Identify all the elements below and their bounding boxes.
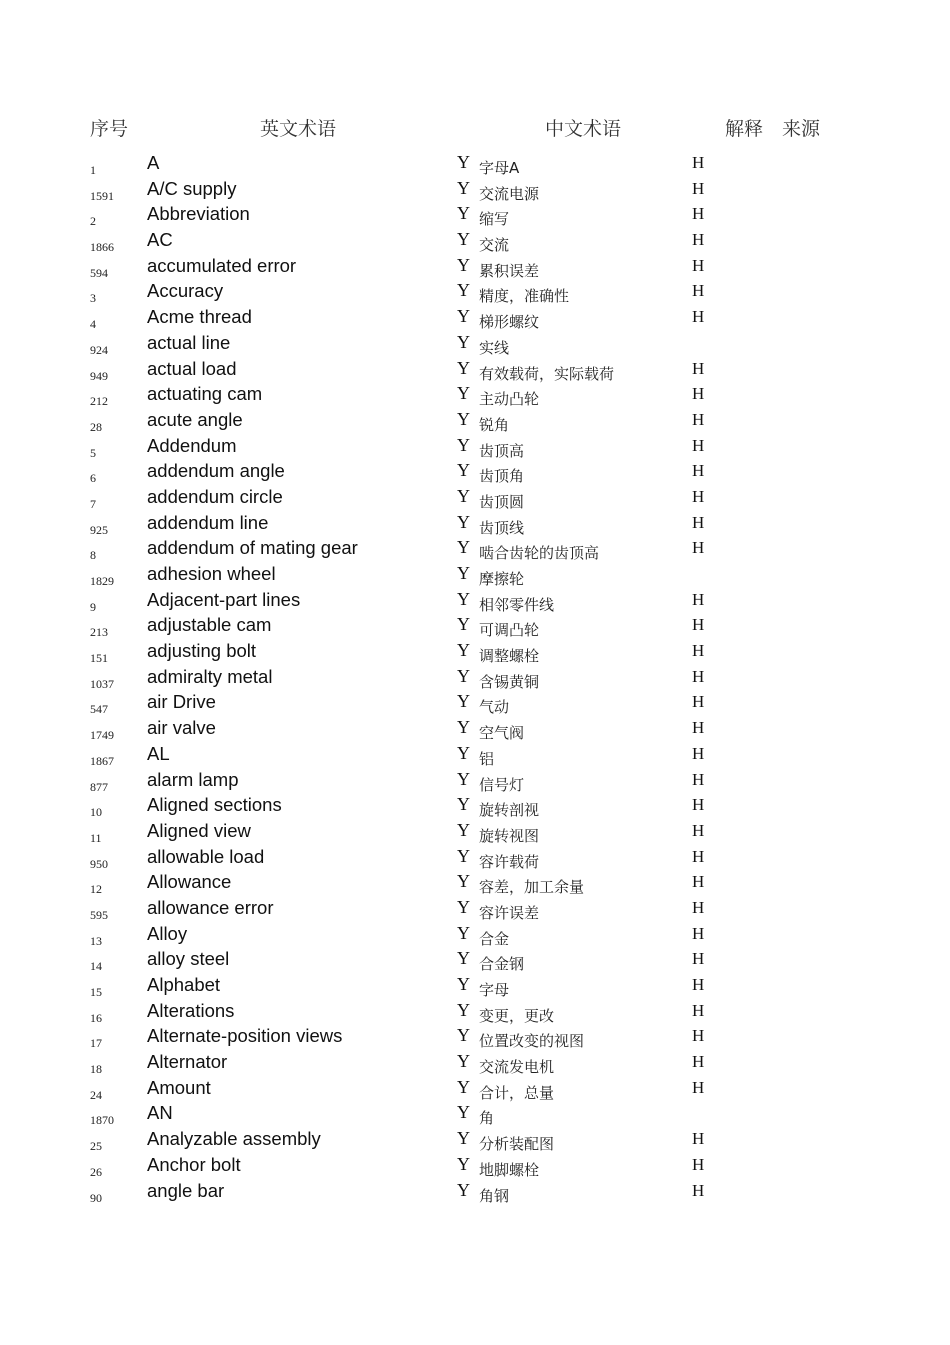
source-flag: H (692, 461, 705, 481)
row-id: 28 (90, 419, 102, 434)
row-id: 6 (90, 471, 96, 486)
row-id: 17 (90, 1036, 102, 1051)
y-flag: Y (457, 768, 470, 789)
source-flag: H (692, 435, 705, 455)
english-term: allowable load (147, 845, 265, 867)
table-row (0, 1178, 950, 1204)
y-flag: Y (457, 1051, 470, 1072)
source-flag: H (692, 384, 705, 404)
chinese-term: 气动 (479, 698, 510, 717)
source-flag: H (692, 1052, 705, 1072)
row-id: 11 (90, 830, 102, 845)
english-term: alarm lamp (147, 768, 239, 790)
y-flag: Y (457, 434, 470, 455)
english-term: Alternate-position views (147, 1025, 343, 1047)
source-flag: H (692, 923, 705, 943)
y-flag: Y (457, 1102, 470, 1123)
y-flag: Y (457, 1076, 470, 1097)
y-flag: Y (457, 152, 470, 172)
english-term: Addendum (147, 434, 237, 456)
source-flag: H (692, 486, 705, 506)
english-term: Aligned view (147, 819, 251, 841)
row-id: 18 (90, 1062, 102, 1077)
chinese-term: 交流 (479, 236, 510, 255)
y-flag: Y (457, 742, 470, 763)
source-flag: H (692, 409, 705, 429)
english-term: AC (147, 229, 173, 251)
y-flag: Y (457, 254, 470, 275)
chinese-term: 角 (479, 1109, 495, 1128)
chinese-term: 容许误差 (479, 903, 540, 922)
english-term: Alloy (147, 922, 188, 944)
chinese-term: 交流发电机 (479, 1058, 555, 1077)
english-term: Analyzable assembly (147, 1128, 321, 1150)
source-flag: H (692, 358, 705, 378)
y-flag: Y (457, 203, 470, 224)
row-id: 151 (90, 651, 108, 666)
chinese-term: 字母A (479, 159, 520, 177)
source-flag: H (692, 1129, 705, 1149)
english-term: Acme thread (147, 306, 252, 328)
source-flag: H (692, 589, 705, 609)
row-id: 212 (90, 394, 108, 409)
chinese-term: 分析装配图 (479, 1135, 555, 1154)
chinese-term: 空气阀 (479, 724, 525, 743)
table-row (0, 433, 950, 459)
row-id: 924 (90, 342, 108, 357)
source-flag: H (692, 975, 705, 994)
english-term: adjusting bolt (147, 640, 257, 662)
row-id: 14 (90, 959, 102, 974)
source-flag: H (692, 872, 705, 892)
chinese-term: 容差，加工余量 (479, 878, 585, 897)
english-term: Allowance (147, 871, 232, 893)
english-term: actual line (147, 331, 231, 353)
chinese-term: 旋转视图 (479, 826, 540, 845)
row-id: 594 (90, 265, 108, 280)
chinese-term: 旋转剖视 (479, 801, 540, 820)
table-row (0, 895, 950, 921)
table-row (0, 664, 950, 690)
row-id: 2 (90, 214, 96, 229)
english-term: addendum angle (147, 460, 285, 482)
y-flag: Y (457, 896, 470, 917)
y-flag: Y (457, 331, 470, 352)
row-id: 1749 (90, 728, 114, 743)
chinese-term: 齿顶高 (479, 441, 525, 460)
english-term: AN (147, 1102, 173, 1124)
english-term: alloy steel (147, 948, 230, 970)
table-row (0, 150, 950, 176)
table-row (0, 1152, 950, 1178)
chinese-term: 累积误差 (479, 261, 540, 280)
chinese-term: 铝 (479, 749, 495, 768)
table-row (0, 869, 950, 895)
row-id: 925 (90, 522, 108, 537)
column-header-explanation: 解释 (725, 118, 764, 140)
chinese-term: 精度，准确性 (479, 287, 570, 306)
y-flag: Y (457, 845, 470, 866)
y-flag: Y (457, 948, 470, 969)
table-row (0, 535, 950, 561)
table-row (0, 510, 950, 536)
chinese-term: 齿顶线 (479, 518, 525, 537)
english-term: allowance error (147, 896, 274, 918)
table-row (0, 587, 950, 613)
row-id: 13 (90, 933, 102, 948)
y-flag: Y (457, 229, 470, 250)
y-flag: Y (457, 717, 470, 738)
english-term: AL (147, 742, 170, 764)
source-flag: H (692, 718, 705, 738)
y-flag: Y (457, 614, 470, 635)
row-id: 1829 (90, 574, 114, 588)
column-header-chinese: 中文术语 (545, 118, 622, 140)
chinese-term: 信号灯 (479, 775, 525, 794)
chinese-term: 地脚螺栓 (479, 1160, 540, 1179)
english-term: Alphabet (147, 974, 221, 995)
table-row (0, 946, 950, 972)
chinese-term: 有效载荷，实际载荷 (479, 364, 615, 383)
row-id: 1866 (90, 240, 114, 255)
row-id: 950 (90, 856, 108, 871)
english-term: addendum circle (147, 485, 283, 507)
y-flag: Y (457, 1025, 470, 1046)
chinese-term: 含锡黄铜 (479, 672, 540, 691)
row-id: 4 (90, 317, 96, 332)
english-term: Alterations (147, 999, 235, 1021)
y-flag: Y (457, 640, 470, 661)
source-flag: H (692, 230, 705, 250)
source-flag: H (692, 307, 705, 327)
source-flag: H (692, 204, 705, 224)
row-id: 877 (90, 779, 108, 794)
source-flag: H (692, 949, 705, 969)
source-flag: H (692, 1000, 705, 1020)
chinese-term: 啮合齿轮的齿顶高 (479, 544, 600, 563)
y-flag: Y (457, 1128, 470, 1149)
table-row (0, 356, 950, 382)
english-term: actual load (147, 357, 237, 379)
chinese-term: 容许载荷 (479, 852, 540, 871)
y-flag: Y (457, 922, 470, 943)
source-flag: H (692, 692, 705, 712)
source-flag: H (692, 641, 705, 661)
row-id: 15 (90, 985, 102, 999)
source-flag: H (692, 538, 705, 558)
source-flag: H (692, 1154, 705, 1174)
y-flag: Y (457, 871, 470, 892)
source-flag: H (692, 1180, 705, 1200)
chinese-term: 可调凸轮 (479, 621, 540, 640)
english-term: A/C supply (147, 177, 237, 199)
y-flag: Y (457, 485, 470, 506)
chinese-term: 梯形螺纹 (479, 313, 540, 332)
y-flag: Y (457, 306, 470, 327)
table-row (0, 715, 950, 741)
row-id: 3 (90, 291, 96, 306)
y-flag: Y (457, 588, 470, 609)
english-term: air valve (147, 717, 216, 739)
source-flag: H (692, 795, 705, 815)
chinese-term: 缩写 (479, 210, 510, 229)
source-flag: H (692, 820, 705, 840)
y-flag: Y (457, 794, 470, 815)
source-flag: H (692, 1026, 705, 1046)
row-id: 25 (90, 1139, 102, 1154)
table-row (0, 458, 950, 484)
chinese-term: 调整螺栓 (479, 647, 540, 666)
english-term: acute angle (147, 408, 243, 430)
source-flag: H (692, 281, 705, 301)
y-flag: Y (457, 819, 470, 840)
table-row (0, 844, 950, 870)
table-row (0, 304, 950, 330)
chinese-term: 变更，更改 (479, 1006, 555, 1025)
english-term: Amount (147, 1076, 211, 1098)
row-id: 5 (90, 445, 96, 460)
y-flag: Y (457, 1179, 470, 1200)
table-row (0, 253, 950, 279)
column-header-english: 英文术语 (260, 118, 337, 140)
row-id: 24 (90, 1087, 102, 1102)
column-header-source: 来源 (782, 118, 821, 140)
english-term: actuating cam (147, 383, 263, 405)
source-flag: H (692, 512, 705, 532)
table-row (0, 201, 950, 227)
table-header (0, 114, 950, 142)
y-flag: Y (457, 408, 470, 429)
english-term: admiralty metal (147, 665, 273, 687)
row-id: 1870 (90, 1113, 114, 1128)
chinese-term: 字母 (479, 981, 510, 999)
table-row (0, 767, 950, 793)
english-term: addendum line (147, 511, 269, 533)
english-term: Alternator (147, 1051, 228, 1073)
english-term: accumulated error (147, 254, 297, 276)
row-id: 9 (90, 599, 96, 614)
source-flag: H (692, 615, 705, 635)
table-row (0, 638, 950, 664)
y-flag: Y (457, 665, 470, 686)
table-row (0, 612, 950, 638)
chinese-term: 交流电源 (479, 184, 540, 203)
table-row (0, 1126, 950, 1152)
row-id: 8 (90, 548, 96, 563)
table-row (0, 176, 950, 202)
chinese-term: 摩擦轮 (479, 570, 525, 588)
source-flag: H (692, 1077, 705, 1097)
chinese-term: 位置改变的视图 (479, 1032, 585, 1051)
y-flag: Y (457, 177, 470, 198)
english-term: Accuracy (147, 280, 224, 302)
y-flag: Y (457, 460, 470, 481)
y-flag: Y (457, 511, 470, 532)
source-flag: H (692, 153, 705, 172)
english-term: Aligned sections (147, 794, 282, 816)
table-row (0, 484, 950, 510)
row-id: 7 (90, 496, 96, 511)
english-term: adjustable cam (147, 614, 272, 636)
row-id: 1591 (90, 188, 114, 203)
chinese-term: 实线 (479, 338, 510, 357)
table-row (0, 330, 950, 356)
chinese-term: 合计，总量 (479, 1083, 555, 1102)
y-flag: Y (457, 537, 470, 558)
source-flag: H (692, 846, 705, 866)
y-flag: Y (457, 383, 470, 404)
table-row (0, 278, 950, 304)
source-flag: H (692, 743, 705, 763)
term-table (0, 150, 950, 1203)
row-id: 12 (90, 882, 102, 897)
chinese-term: 合金 (479, 929, 510, 948)
english-term: A (147, 152, 160, 173)
y-flag: Y (457, 691, 470, 712)
chinese-term: 齿顶圆 (479, 492, 525, 511)
chinese-term: 锐角 (479, 415, 510, 434)
table-row (0, 921, 950, 947)
row-id: 595 (90, 907, 108, 922)
row-id: 16 (90, 1010, 102, 1025)
source-flag: H (692, 769, 705, 789)
table-row (0, 407, 950, 433)
row-id: 10 (90, 805, 102, 820)
table-row (0, 1049, 950, 1075)
chinese-term: 角钢 (479, 1186, 510, 1205)
english-term: air Drive (147, 691, 216, 713)
row-id: 90 (90, 1190, 102, 1205)
y-flag: Y (457, 280, 470, 301)
table-row (0, 818, 950, 844)
table-row (0, 1100, 950, 1126)
row-id: 1867 (90, 753, 114, 768)
y-flag: Y (457, 357, 470, 378)
english-term: angle bar (147, 1179, 225, 1201)
chinese-term: 主动凸轮 (479, 390, 540, 409)
row-id: 26 (90, 1164, 102, 1179)
y-flag: Y (457, 999, 470, 1020)
english-term: adhesion wheel (147, 563, 276, 584)
y-flag: Y (457, 974, 470, 994)
table-row (0, 561, 950, 587)
row-id: 1037 (90, 676, 114, 691)
english-term: Abbreviation (147, 203, 250, 225)
table-row (0, 227, 950, 253)
english-term: Anchor bolt (147, 1153, 241, 1175)
source-flag: H (692, 178, 705, 198)
source-flag: H (692, 666, 705, 686)
table-row (0, 381, 950, 407)
english-term: Adjacent-part lines (147, 588, 301, 610)
column-header-id: 序号 (90, 118, 129, 140)
y-flag: Y (457, 563, 470, 583)
table-row (0, 998, 950, 1024)
row-id: 1 (90, 163, 96, 177)
chinese-term: 齿顶角 (479, 467, 525, 486)
row-id: 547 (90, 702, 108, 717)
source-flag: H (692, 255, 705, 275)
table-row (0, 792, 950, 818)
row-id: 213 (90, 625, 108, 640)
y-flag: Y (457, 1153, 470, 1174)
table-row (0, 972, 950, 998)
chinese-term: 合金钢 (479, 955, 525, 974)
chinese-term: 相邻零件线 (479, 595, 555, 614)
english-term: addendum of mating gear (147, 537, 358, 559)
source-flag: H (692, 897, 705, 917)
table-row (0, 1023, 950, 1049)
table-row (0, 689, 950, 715)
table-row (0, 741, 950, 767)
row-id: 949 (90, 368, 108, 383)
table-row (0, 1075, 950, 1101)
